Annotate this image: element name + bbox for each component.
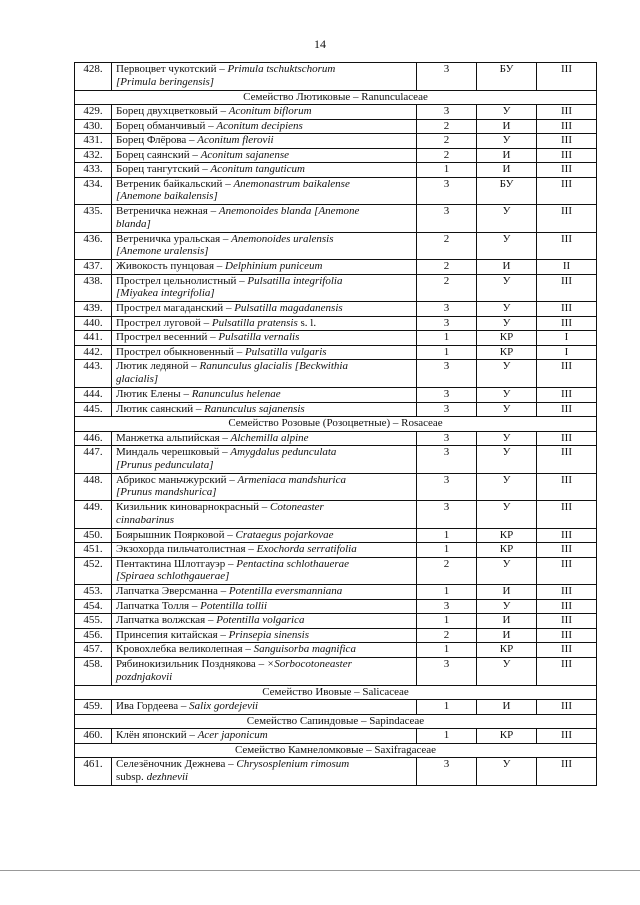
species-row [75,260,597,275]
category-cell: 3 [417,446,477,474]
level-cell: III [537,585,597,600]
family-name: Семейство Розовые (Розоцветные) – Rosaceae [75,417,597,432]
status-cell: КР [477,528,537,543]
species-table [74,62,597,786]
latin-name-continued: blanda] [116,217,151,230]
status-cell: У [477,302,537,317]
species-row [75,628,597,643]
species-row [75,316,597,331]
level-cell: III [537,643,597,658]
row-number: 431. [75,134,112,149]
latin-name: ×Sorbocotoneaster [266,657,352,670]
category-cell: 2 [417,148,477,163]
row-number: 438. [75,274,112,302]
category-cell: 2 [417,119,477,134]
latin-name-continued: glacialis] [116,373,159,386]
latin-name: Anemonoides uralensis [231,232,334,245]
latin-name-continued: [Prunus mandshurica] [116,486,217,499]
level-cell: III [537,148,597,163]
species-row [75,599,597,614]
species-row [75,431,597,446]
latin-name: Pentactina schlothauerae [236,557,349,570]
species-name-cell [112,331,417,346]
category-cell: 3 [417,388,477,403]
species-row [75,345,597,360]
level-cell: III [537,163,597,178]
level-cell: I [537,331,597,346]
russian-name: Лапчатка Эверсманна – [116,585,229,598]
species-row [75,302,597,317]
status-cell: У [477,431,537,446]
latin-name-continued: [Miyakea integrifolia] [116,287,215,300]
russian-name: Прострел магаданский – [116,302,235,315]
species-name-cell [112,402,417,417]
species-name-cell [112,446,417,474]
russian-name: Борец обманчивый – [116,119,217,132]
species-name-cell [112,205,417,233]
russian-name: Борец двухцветковый – [116,105,229,118]
latin-name-continued: [Anemone baikalensis] [116,190,218,203]
species-name-cell [112,345,417,360]
level-cell: III [537,628,597,643]
level-cell: III [537,105,597,120]
russian-name: Пентактина Шлотгауэр – [116,557,237,570]
row-number: 428. [75,63,112,91]
category-cell: 1 [417,345,477,360]
level-cell: III [537,177,597,205]
species-name-cell [112,643,417,658]
level-cell: III [537,316,597,331]
species-row [75,63,597,91]
latin-name-continued: dezhnevii [146,770,189,783]
russian-name: Лютик ледяной – [116,360,200,373]
latin-name-continued: [Anemone uralensis] [116,245,209,258]
row-number: 460. [75,729,112,744]
russian-name: Абрикос маньчжурский – [116,473,238,486]
status-cell: БУ [477,63,537,91]
level-cell: III [537,205,597,233]
row-number: 440. [75,316,112,331]
species-row [75,134,597,149]
latin-name: Ranunculus sajanensis [204,402,305,415]
level-cell: III [537,431,597,446]
family-name: Семейство Лютиковые – Ranunculaceae [75,90,597,105]
species-row [75,446,597,474]
latin-name: Primula tschuktschorum [227,63,336,75]
row-number: 458. [75,657,112,685]
level-cell: III [537,614,597,629]
species-name-cell [112,543,417,558]
species-name-cell [112,700,417,715]
russian-name: Кровохлебка великолепная – [116,643,254,656]
species-row [75,274,597,302]
species-name-cell [112,232,417,260]
level-cell: III [537,758,597,786]
category-cell: 2 [417,274,477,302]
category-cell: 3 [417,316,477,331]
species-name-cell [112,501,417,529]
row-number: 450. [75,528,112,543]
russian-name: Живокость пунцовая – [116,260,226,273]
latin-name: Pulsatilla vernalis [218,331,300,344]
status-cell: У [477,205,537,233]
species-row [75,758,597,786]
latin-name: Amygdalus pedunculata [230,446,337,459]
species-row [75,402,597,417]
status-cell: БУ [477,177,537,205]
species-name-cell [112,163,417,178]
level-cell: III [537,402,597,417]
level-cell: III [537,700,597,715]
species-name-cell [112,628,417,643]
level-cell: III [537,302,597,317]
level-cell: III [537,657,597,685]
species-name-cell [112,360,417,388]
status-cell: У [477,758,537,786]
latin-name-continued: [Primula beringensis] [116,75,215,88]
latin-name-continued: [Spiraea schlothgauerae] [116,570,230,583]
russian-name: Лапчатка волжская – [116,614,217,627]
status-cell: И [477,148,537,163]
row-number: 446. [75,431,112,446]
row-number: 434. [75,177,112,205]
species-name-cell [112,134,417,149]
row-number: 445. [75,402,112,417]
russian-name: Селезёночник Дежнева – [116,758,237,771]
species-name-cell [112,599,417,614]
category-cell: 2 [417,232,477,260]
species-row [75,543,597,558]
species-name-cell [112,260,417,275]
status-cell: КР [477,643,537,658]
russian-name: Лапчатка Толля – [116,599,201,612]
russian-name: Прострел весенний – [116,331,219,344]
latin-name: Potentilla volgarica [216,614,305,627]
row-number: 453. [75,585,112,600]
family-name: Семейство Ивовые – Salicaceae [75,685,597,700]
rank-label: subsp. [116,770,147,783]
category-cell: 2 [417,557,477,585]
species-name-cell [112,316,417,331]
species-name-cell [112,585,417,600]
level-cell: III [537,119,597,134]
row-number: 448. [75,473,112,501]
row-number: 432. [75,148,112,163]
latin-name: Chrysosplenium rimosum [236,758,350,771]
row-number: 456. [75,628,112,643]
category-cell: 1 [417,700,477,715]
russian-name: Борец тангутский – [116,163,211,176]
latin-name-continued: cinnabarinus [116,513,175,526]
species-name-cell [112,431,417,446]
latin-name: Crataegus pojarkovae [235,528,334,541]
russian-name: Экзохорда пильчатолистная – [116,543,257,556]
status-cell: И [477,585,537,600]
latin-name: Ranunculus glacialis [Beckwithia [199,360,348,373]
russian-name: Боярышник Поярковой – [116,528,236,541]
row-number: 441. [75,331,112,346]
species-name-cell [112,758,417,786]
row-number: 435. [75,205,112,233]
russian-name: Прострел обыкновенный – [116,345,245,358]
latin-name: Pulsatilla vulgaris [244,345,327,358]
species-row [75,729,597,744]
category-cell: 1 [417,585,477,600]
level-cell: III [537,63,597,91]
row-number: 447. [75,446,112,474]
category-cell: 3 [417,63,477,91]
status-cell: У [477,232,537,260]
latin-name: Delphinium puniceum [225,260,323,273]
status-cell: У [477,360,537,388]
russian-name: Кизильник киноварнокрасный – [116,501,271,514]
latin-name: Aconitum flerovii [197,134,274,147]
status-cell: И [477,700,537,715]
species-row [75,528,597,543]
latin-name-continued: [Prunus pedunculata] [116,458,214,471]
latin-name: Armeniaca mandshurica [237,473,346,486]
russian-name: Лютик саянский – [116,402,205,415]
species-row [75,585,597,600]
status-cell: КР [477,543,537,558]
scan-edge-line [0,870,640,871]
category-cell: 3 [417,302,477,317]
latin-name: Prinsepia sinensis [228,628,310,641]
species-row [75,105,597,120]
status-cell: У [477,501,537,529]
species-name-cell [112,473,417,501]
species-row [75,148,597,163]
russian-name: Манжетка альпийская – [116,431,231,444]
russian-name: Ветреничка уральская – [116,232,232,245]
level-cell: III [537,501,597,529]
russian-name: Ива Гордеева – [116,700,190,713]
category-cell: 2 [417,260,477,275]
latin-name: Alchemilla alpine [230,431,309,444]
russian-name: Миндаль черешковый – [116,446,231,459]
species-row [75,360,597,388]
level-cell: III [537,528,597,543]
latin-name: Pulsatilla integrifolia [247,274,343,287]
category-cell: 2 [417,628,477,643]
species-row [75,119,597,134]
level-cell: III [537,388,597,403]
status-cell: У [477,446,537,474]
row-number: 437. [75,260,112,275]
species-name-cell [112,148,417,163]
status-cell: КР [477,345,537,360]
status-cell: КР [477,331,537,346]
row-number: 442. [75,345,112,360]
row-number: 443. [75,360,112,388]
family-header-row [75,743,597,758]
species-name-cell [112,105,417,120]
status-cell: У [477,473,537,501]
latin-name: Pulsatilla pratensis [211,316,298,329]
level-cell: III [537,360,597,388]
category-cell: 1 [417,729,477,744]
russian-name: Прострел цельнолистный – [116,274,248,287]
status-cell: КР [477,729,537,744]
species-row [75,163,597,178]
species-name-cell [112,528,417,543]
latin-name: Sanguisorba magnifica [253,643,356,656]
species-name-cell [112,557,417,585]
row-number: 430. [75,119,112,134]
row-number: 444. [75,388,112,403]
family-header-row [75,417,597,432]
russian-name: Лютик Елены – [116,388,192,401]
russian-name: Ветреник байкальский – [116,177,234,190]
row-number: 451. [75,543,112,558]
category-cell: 3 [417,177,477,205]
russian-name: Первоцвет чукотский – [116,63,228,75]
latin-name: Anemonastrum baikalense [233,177,350,190]
category-cell: 1 [417,528,477,543]
row-number: 449. [75,501,112,529]
status-cell: У [477,134,537,149]
latin-name: Pulsatilla magadanensis [234,302,343,315]
species-name-cell [112,388,417,403]
species-name-cell [112,614,417,629]
category-cell: 3 [417,431,477,446]
russian-name: Прострел луговой – [116,316,212,329]
status-cell: И [477,614,537,629]
page-number: 14 [314,37,326,51]
species-row [75,700,597,715]
family-name: Семейство Камнеломковые – Saxifragaceae [75,743,597,758]
latin-name: Ranunculus helenae [191,388,281,401]
species-name-cell [112,729,417,744]
status-cell: У [477,402,537,417]
family-header-row [75,90,597,105]
level-cell: III [537,274,597,302]
status-cell: У [477,105,537,120]
species-row [75,614,597,629]
category-cell: 3 [417,205,477,233]
latin-name-continued: pozdnjakovii [116,670,173,683]
category-cell: 3 [417,360,477,388]
species-row [75,177,597,205]
row-number: 452. [75,557,112,585]
row-number: 459. [75,700,112,715]
species-row [75,643,597,658]
species-name-cell [112,63,417,91]
species-name-cell [112,274,417,302]
species-row [75,473,597,501]
level-cell: I [537,345,597,360]
category-cell: 1 [417,331,477,346]
species-name-cell [112,657,417,685]
row-number: 461. [75,758,112,786]
russian-name: Клён японский – [116,729,198,742]
name-suffix: s. l. [297,316,317,329]
latin-name: Cotoneaster [270,501,324,514]
category-cell: 3 [417,501,477,529]
russian-name: Рябинокизильник Позднякова – [116,657,267,670]
latin-name: Anemonoides blanda [Anemone [218,205,360,218]
level-cell: III [537,543,597,558]
latin-name: Aconitum biflorum [228,105,312,118]
category-cell: 1 [417,163,477,178]
level-cell: III [537,232,597,260]
row-number: 429. [75,105,112,120]
family-header-row [75,685,597,700]
latin-name: Aconitum decipiens [216,119,303,132]
row-number: 454. [75,599,112,614]
russian-name: Борец Флёрова – [116,134,198,147]
category-cell: 3 [417,473,477,501]
status-cell: У [477,316,537,331]
family-name: Семейство Сапиндовые – Sapindaceae [75,714,597,729]
category-cell: 1 [417,543,477,558]
row-number: 455. [75,614,112,629]
status-cell: У [477,557,537,585]
species-name-cell [112,177,417,205]
category-cell: 3 [417,657,477,685]
level-cell: III [537,729,597,744]
status-cell: И [477,628,537,643]
category-cell: 1 [417,614,477,629]
species-row [75,232,597,260]
russian-name: Принсепия китайская – [116,628,229,641]
russian-name: Борец саянский – [116,148,201,161]
species-row [75,557,597,585]
latin-name: Exochorda serratifolia [256,543,357,556]
level-cell: III [537,557,597,585]
species-name-cell [112,302,417,317]
level-cell: II [537,260,597,275]
status-cell: И [477,119,537,134]
category-cell: 2 [417,134,477,149]
latin-name: Salix gordejevii [189,700,259,713]
row-number: 433. [75,163,112,178]
status-cell: У [477,599,537,614]
family-header-row [75,714,597,729]
species-name-cell [112,119,417,134]
latin-name: Potentilla eversmanniana [228,585,343,598]
level-cell: III [537,599,597,614]
species-row [75,388,597,403]
species-row [75,501,597,529]
level-cell: III [537,134,597,149]
status-cell: У [477,657,537,685]
level-cell: III [537,473,597,501]
status-cell: И [477,260,537,275]
category-cell: 3 [417,758,477,786]
category-cell: 1 [417,643,477,658]
latin-name: Aconitum tanguticum [210,163,305,176]
species-row [75,331,597,346]
latin-name: Aconitum sajanense [200,148,289,161]
species-row [75,205,597,233]
species-row [75,657,597,685]
status-cell: У [477,274,537,302]
row-number: 439. [75,302,112,317]
row-number: 436. [75,232,112,260]
category-cell: 3 [417,599,477,614]
status-cell: У [477,388,537,403]
russian-name: Ветреничка нежная – [116,205,219,218]
level-cell: III [537,446,597,474]
latin-name: Acer japonicum [197,729,268,742]
latin-name: Potentilla tollii [200,599,268,612]
row-number: 457. [75,643,112,658]
category-cell: 3 [417,402,477,417]
status-cell: И [477,163,537,178]
category-cell: 3 [417,105,477,120]
